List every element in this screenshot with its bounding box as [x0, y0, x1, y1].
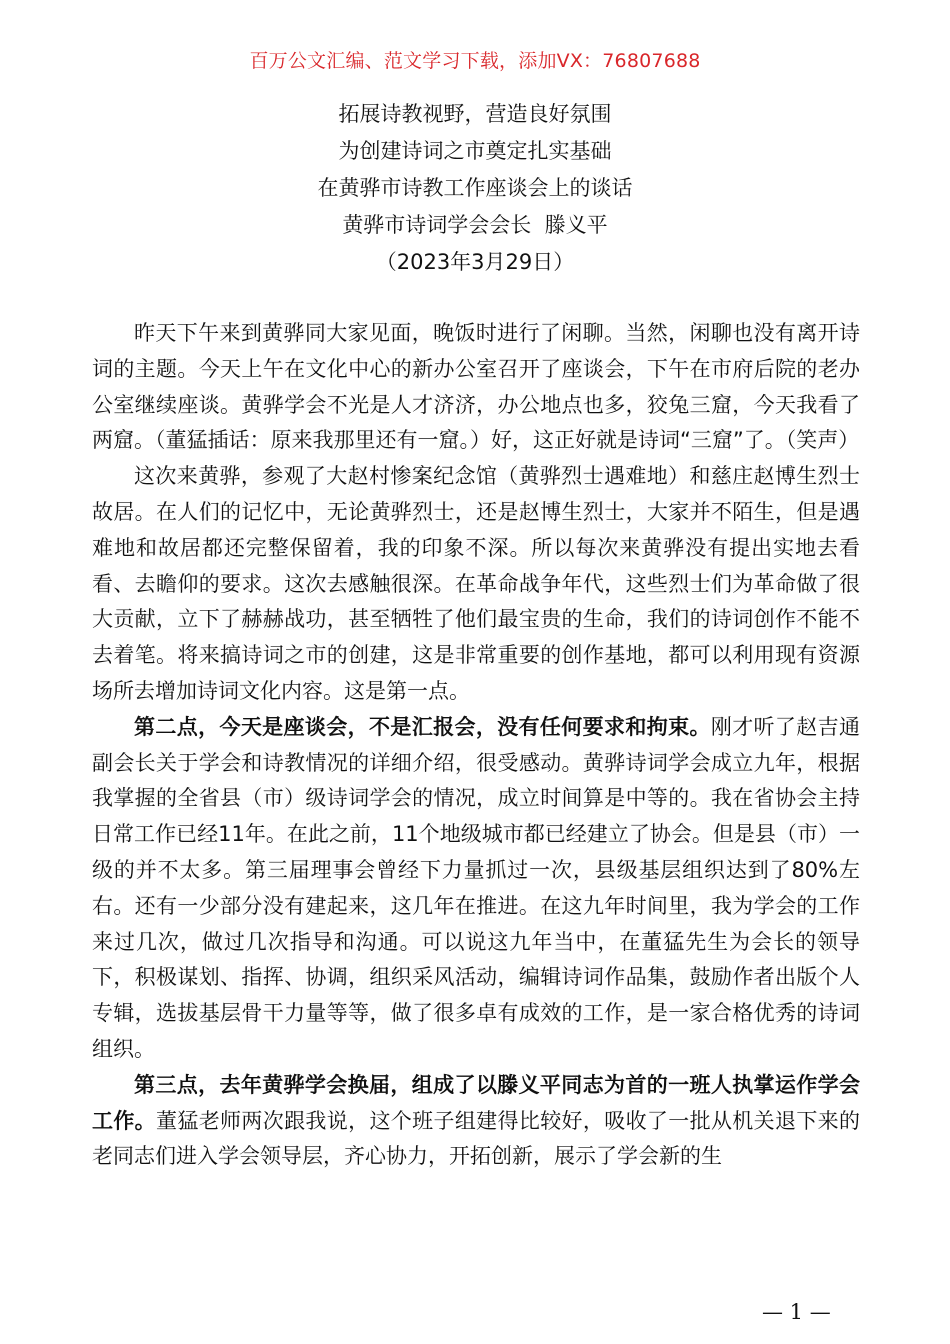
- paragraph-3-lead: 第二点，今天是座谈会，不是汇报会，没有任何要求和拘束。: [134, 714, 711, 739]
- paragraph-4-lead: 第三点，去年黄骅学会换届，组成了以滕义平同志为首的一班人执掌运作学会工作。: [92, 1072, 860, 1133]
- title-line-1: 拓展诗教视野，营造良好氛围: [338, 102, 612, 126]
- document-body: [92, 316, 860, 1175]
- title-line-2: 为创建诗词之市奠定扎实基础: [338, 139, 612, 163]
- author-line: 黄骅市诗词学会会长 滕义平: [342, 213, 608, 237]
- title-line-3: 在黄骅市诗教工作座谈会上的谈话: [317, 176, 633, 200]
- page-number: — 1 —: [762, 1300, 831, 1324]
- paragraph-2: [92, 459, 860, 710]
- paragraph-2-text: 这次来黄骅，参观了大赵村惨案纪念馆（黄骅烈士遇难地）和慈庄赵博生烈士故居。在人们的记忆中，无论黄骅烈士，还是赵博生烈士，大家并不陌生，但是遇难地和故居都还完整保留着，我的印象不深。所以每次来黄骅没有提出实地去看看、去瞻仰的要求。这次去感触很深。在革命战争年代，这些烈士们为革命做了很大贡献，立下了赫赫战功，甚至牺牲了他们最宝贵的生命，我们的诗词创作不能不去着笔。将来搞诗词之市的创建，这是非常重要的创作基地，都可以利用现有资源场所去增加诗词文化内容。这是第一点。: [92, 464, 860, 703]
- paragraph-3-text: 刚才听了赵吉通副会长关于学会和诗教情况的详细介绍，很受感动。黄骅诗词学会成立九年，根据我掌握的全省县（市）级诗词学会的情况，成立时间算是中等的。我在省协会主持日常工作已经11年。在此之前，11个地级城市都已经建立了协会。但是县（市）一级的并不太多。第三届理事会曾经下力量抓过一次，县级基层组织达到了80%左右。还有一少部分没有建起来，这几年在推进。在这九年时间里，我为学会的工作来过几次，做过几次指导和沟通。可以说这九年当中，在董猛先生为会长的领导下，积极谋划、指挥、协调，组织采风活动，编辑诗词作品集，鼓励作者出版个人专辑，选拔基层骨干力量等等，做了很多卓有成效的工作，是一家合格优秀的诗词组织。: [92, 714, 861, 1061]
- paragraph-4-text: 董猛老师两次跟我说，这个班子组建得比较好，吸收了一批从机关退下来的老同志们进入学会领导层，齐心协力，开拓创新，展示了学会新的生: [92, 1108, 860, 1169]
- watermark-header: 百万公文汇编、范文学习下载，添加VX：76807688: [249, 50, 701, 72]
- paragraph-4: [92, 1068, 860, 1175]
- paragraph-1: [92, 316, 860, 459]
- date-line: （2023年3月29日）: [375, 250, 575, 274]
- paragraph-1-text: 昨天下午来到黄骅同大家见面，晚饭时进行了闲聊。当然，闲聊也没有离开诗词的主题。今天上午在文化中心的新办公室召开了座谈会，下午在市府后院的老办公室继续座谈。黄骅学会不光是人才济济，办公地点也多，狡兔三窟，今天我看了两窟。（董猛插话：原来我那里还有一窟。）好，这正好就是诗词“三窟”了。（笑声）: [92, 321, 860, 453]
- paragraph-3: [92, 710, 860, 1068]
- document-title-block: [0, 96, 950, 281]
